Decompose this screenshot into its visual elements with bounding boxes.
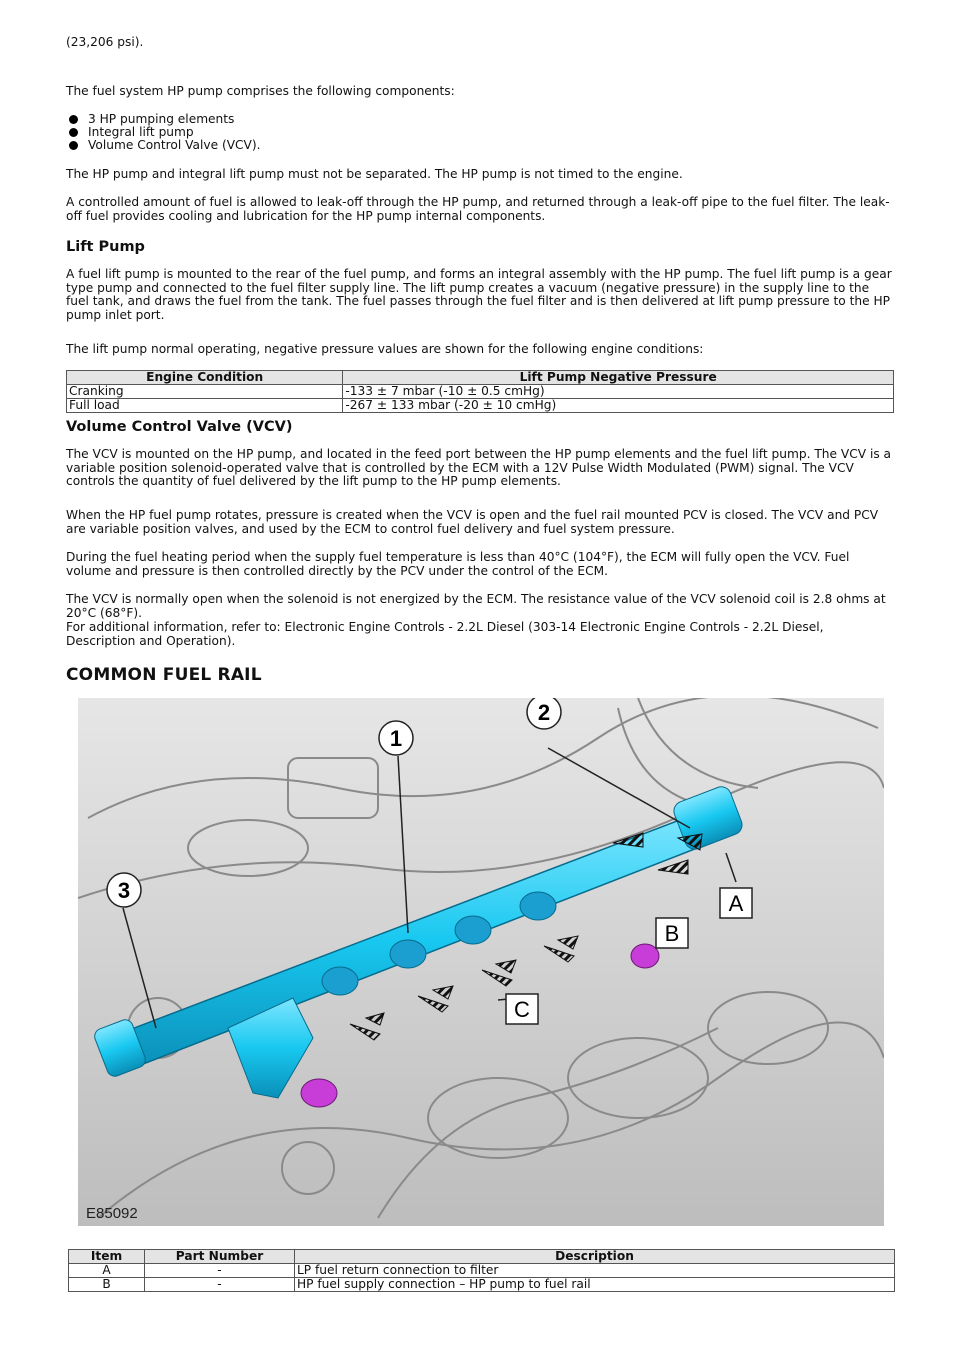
vcv-para-1: The VCV is mounted on the HP pump, and located in the feed port between the HP pump elements and the fuel lift pump. The VCV is a variable position solenoid-operated valve that is controlled by the ECM with a 12V Pulse Width Modulated (PWM) signal. The VCV controls the quantity of fuel delivered by the lift pump to the HP pump elements. [66,447,892,489]
pump-components-list [66,113,894,153]
table-row [67,399,894,413]
svg-text:C: C [514,997,530,1022]
lift-pump-para-2: The lift pump normal operating, negative pressure values are shown for the following engine conditions: [66,342,704,356]
column-header: Description [295,1250,895,1264]
svg-text:2: 2 [537,700,551,725]
vcv-para-2: When the HP fuel pump rotates, pressure is created when the VCV is open and the fuel rail mounted PCV is closed. The VCV and PCV are variable position valves, and used by the ECM to control fuel delivery and fuel system pressure. [66,508,879,536]
column-header: Part Number [145,1250,295,1264]
column-header: Lift Pump Negative Pressure [343,371,894,385]
vcv-heading: Volume Control Valve (VCV) [66,419,293,435]
figure-code: E85092 [86,1205,138,1222]
callout-3 [107,873,141,907]
table-cell: - [145,1264,295,1278]
table-cell: LP fuel return connection to filter [295,1264,895,1278]
callout-C [506,994,538,1024]
pump-components-intro: The fuel system HP pump comprises the following components: [66,84,455,98]
list-item: 3 HP pumping elements [66,113,894,126]
common-fuel-rail-figure [78,698,884,1226]
callout-1 [379,721,413,755]
table-cell: - [145,1278,295,1292]
intro-tail: (23,206 psi). [66,35,144,49]
table-row [69,1278,895,1292]
svg-text:3: 3 [117,878,131,903]
table-row [67,385,894,399]
column-header: Item [69,1250,145,1264]
callout-A [720,888,752,918]
table-cell: -267 ± 133 mbar (-20 ± 10 cmHg) [343,399,894,413]
common-rail-heading: COMMON FUEL RAIL [66,665,262,685]
svg-text:A: A [728,891,744,916]
vcv-para-4b: For additional information, refer to: Electronic Engine Controls - 2.2L Diesel (303-14 Electronic Engine Controls - 2.2L Diesel, Description and Operation). [66,620,824,648]
lift-pump-para-1: A fuel lift pump is mounted to the rear of the fuel pump, and forms an integral assembly with the HP pump. The fuel lift pump is a gear type pump and connected to the fuel filter supply line. The lift pump creates a vacuum (negative pressure) in the supply line to the fuel tank, and draws the fuel from the tank. The fuel passes through the fuel filter and is then delivered at lift pump pressure to the HP pump inlet port. [66,267,892,322]
vcv-para-4a: The VCV is normally open when the solenoid is not energized by the ECM. The resistance value of the VCV solenoid coil is 2.8 ohms at 20°C (68°F). [66,592,886,620]
table-header-row [69,1250,895,1264]
lift-pump-pressure-table [66,370,894,413]
list-item: Integral lift pump [66,126,894,139]
table-row [69,1264,895,1278]
table-cell: Full load [67,399,343,413]
vcv-para-3: During the fuel heating period when the supply fuel temperature is less than 40°C (104°F), the ECM will fully open the VCV. Fuel volume and pressure is then controlled directly by the PCV under the control of the ECM. [66,550,850,578]
fuel-rail-illustration [78,698,884,1226]
table-cell: B [69,1278,145,1292]
svg-text:1: 1 [389,726,403,751]
list-item: Volume Control Valve (VCV). [66,139,894,152]
pump-note-2: A controlled amount of fuel is allowed to leak-off through the HP pump, and returned through a leak-off pipe to the fuel filter. The leak-off fuel provides cooling and lubrication for the HP pump internal components. [66,195,890,223]
pump-note-1: The HP pump and integral lift pump must not be separated. The HP pump is not timed to the engine. [66,167,683,181]
svg-text:B: B [664,921,680,946]
callout-2 [527,698,561,729]
table-header-row [67,371,894,385]
table-cell: HP fuel supply connection – HP pump to fuel rail [295,1278,895,1292]
table-cell: A [69,1264,145,1278]
lift-pump-heading: Lift Pump [66,239,145,255]
table-cell: -133 ± 7 mbar (-10 ± 0.5 cmHg) [343,385,894,399]
parts-table [68,1249,895,1292]
callout-B [656,918,688,948]
table-cell: Cranking [67,385,343,399]
column-header: Engine Condition [67,371,343,385]
